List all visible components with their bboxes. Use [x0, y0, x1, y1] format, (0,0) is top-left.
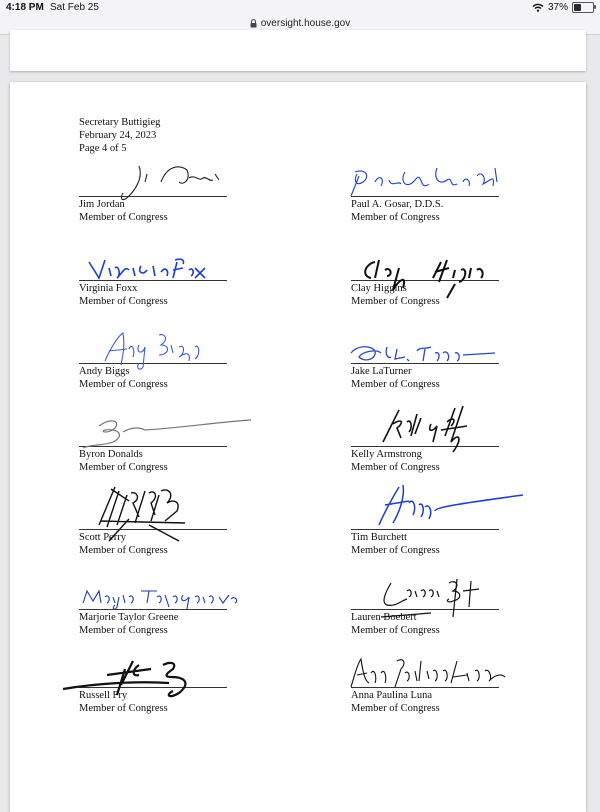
signatory-title: Member of Congress [351, 212, 440, 223]
signatory-title: Member of Congress [351, 545, 440, 556]
signatory-title: Member of Congress [79, 296, 168, 307]
status-time: 4:18 PM [6, 2, 44, 13]
signatory-name: Andy Biggs [79, 366, 130, 377]
signatory-name: Lauren Boebert [351, 612, 417, 623]
letter-recipient: Secretary Buttigieg [79, 117, 161, 128]
signatory-title: Member of Congress [79, 462, 168, 473]
signatory-name: Anna Paulina Luna [351, 690, 433, 701]
signatory-title: Member of Congress [351, 703, 440, 714]
signatory-title: Member of Congress [79, 379, 168, 390]
signatory-name: Russell Fry [79, 690, 128, 701]
signatory-title: Member of Congress [79, 703, 168, 714]
signatory-name: Paul A. Gosar, D.D.S. [351, 199, 444, 210]
letter-date: February 24, 2023 [79, 130, 157, 141]
url-text[interactable]: oversight.house.gov [260, 18, 351, 29]
lock-icon [250, 19, 257, 28]
previous-page [10, 30, 586, 71]
signature-tim-burchett [375, 481, 525, 533]
signatory-title: Member of Congress [351, 296, 440, 307]
signature-marjorie-taylor-greene [79, 585, 244, 613]
wifi-icon [532, 3, 544, 12]
signatory-title: Member of Congress [351, 462, 440, 473]
letter-page-number: Page 4 of 5 [79, 143, 127, 154]
signatory-name: Kelly Armstrong [351, 449, 422, 460]
battery-percent: 37% [547, 2, 568, 13]
battery-icon [572, 2, 594, 13]
signatory-name: Jim Jordan [79, 199, 125, 210]
signature-byron-donalds [79, 414, 254, 452]
status-bar [0, 0, 600, 16]
document-page [10, 82, 586, 812]
signatory-title: Member of Congress [79, 625, 168, 636]
signatory-title: Member of Congress [351, 379, 440, 390]
signatory-name: Scott Perry [79, 532, 126, 543]
signatory-name: Clay Higgins [351, 283, 407, 294]
signatory-title: Member of Congress [351, 625, 440, 636]
signatory-name: Tim Burchett [351, 532, 407, 543]
signature-jake-laturner [347, 341, 507, 367]
status-right-group [532, 2, 594, 13]
signatory-name: Marjorie Taylor Greene [79, 612, 179, 623]
signatory-name: Byron Donalds [79, 449, 143, 460]
status-date: Sat Feb 25 [50, 2, 99, 13]
signatory-title: Member of Congress [79, 545, 168, 556]
signatory-name: Virginia Foxx [79, 283, 138, 294]
letter-header [79, 116, 160, 155]
signatory-title: Member of Congress [79, 212, 168, 223]
signatory-name: Jake LaTurner [351, 366, 412, 377]
